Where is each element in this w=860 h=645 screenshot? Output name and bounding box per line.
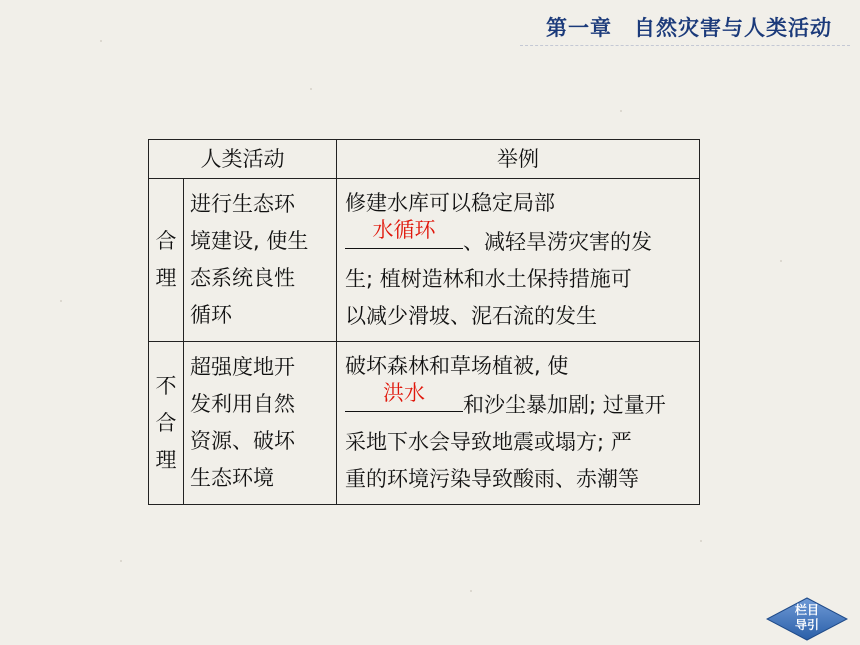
section-guide-button[interactable] bbox=[766, 597, 848, 641]
row-label-char: 理 bbox=[155, 447, 177, 472]
table-row-unreasonable bbox=[149, 342, 700, 505]
activity-line: 资源、破坏 bbox=[190, 429, 295, 453]
blank-answer: 水循环 bbox=[372, 218, 436, 242]
example-line: 修建水库可以稳定局部 bbox=[345, 191, 555, 215]
row-label-char: 合 bbox=[155, 410, 177, 435]
activity-line: 境建设, 使生 bbox=[190, 229, 309, 253]
nav-label-line1: 栏目 bbox=[794, 603, 819, 617]
row-label-char: 合 bbox=[155, 229, 177, 253]
table-header-row bbox=[149, 140, 700, 179]
fill-in-blank bbox=[345, 218, 463, 249]
example-line: 重的环境污染导致酸雨、赤潮等 bbox=[345, 467, 639, 491]
column-header-example: 举例 bbox=[337, 140, 700, 179]
chapter-header bbox=[546, 12, 832, 42]
activity-line: 循环 bbox=[190, 303, 232, 327]
activity-line: 超强度地开 bbox=[190, 355, 295, 379]
example-line: 破坏森林和草场植被, 使 bbox=[345, 354, 569, 378]
table-row-reasonable bbox=[149, 179, 700, 342]
activity-line: 发利用自然 bbox=[190, 392, 295, 416]
chapter-number: 第一章 bbox=[546, 16, 612, 40]
example-line: 生; 植树造林和水土保持措施可 bbox=[345, 267, 632, 291]
example-line bbox=[345, 218, 693, 261]
example-cell bbox=[337, 179, 700, 342]
header-divider bbox=[520, 45, 850, 46]
activity-cell bbox=[184, 179, 337, 342]
column-header-activity: 人类活动 bbox=[149, 140, 337, 179]
example-line: 采地下水会导致地震或塌方; 严 bbox=[345, 430, 632, 454]
example-cell bbox=[337, 342, 700, 505]
example-text: 、减轻旱涝灾害的发 bbox=[463, 230, 652, 254]
row-label-char: 不 bbox=[155, 373, 177, 398]
row-label-char: 理 bbox=[155, 266, 177, 290]
activity-line: 进行生态环 bbox=[190, 192, 295, 216]
row-label-unreasonable bbox=[149, 342, 184, 505]
row-label-reasonable bbox=[149, 179, 184, 342]
nav-label-line2: 导引 bbox=[794, 618, 819, 632]
activity-line: 态系统良性 bbox=[190, 266, 295, 290]
fill-in-blank bbox=[345, 381, 463, 412]
activity-line: 生态环境 bbox=[190, 466, 274, 490]
activity-cell bbox=[184, 342, 337, 505]
example-text: 和沙尘暴加剧; 过量开 bbox=[463, 393, 666, 417]
example-line bbox=[345, 381, 693, 424]
blank-answer: 洪水 bbox=[383, 381, 425, 405]
example-line: 以减少滑坡、泥石流的发生 bbox=[345, 304, 597, 328]
chapter-title: 自然灾害与人类活动 bbox=[634, 16, 832, 40]
human-activity-table bbox=[148, 139, 700, 505]
